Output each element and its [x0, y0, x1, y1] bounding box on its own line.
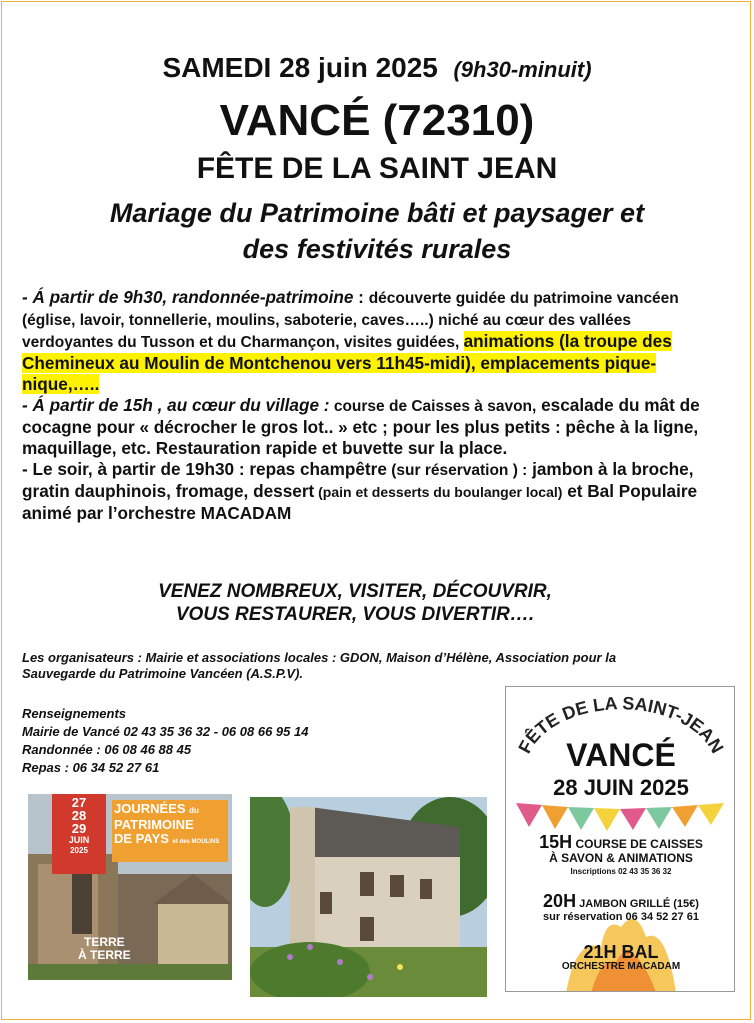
- poster-date-1: 27: [71, 795, 87, 810]
- poster-fete-saint-jean: [505, 686, 735, 992]
- poster-fete-time-2: 20H: [543, 891, 577, 911]
- callout: [0, 580, 710, 626]
- contact-repas: Repas : 06 34 52 27 61: [22, 760, 160, 775]
- callout-line-2: VOUS RESTAURER, VOUS DIVERTIR….: [175, 604, 535, 625]
- moulin-photo-illustration: [250, 797, 487, 997]
- contact-randonnee: Randonnée : 06 08 46 88 45: [22, 742, 192, 757]
- program-evening-note: (sur réservation ) :: [386, 462, 528, 479]
- poster-title-1b: du: [189, 806, 199, 815]
- contact-title: Renseignements: [22, 706, 127, 721]
- organizers-text: Les organisateurs : Mairie et associations locales : GDON, Maison d’Hélène, Association pour la Sauvegarde du Patrimoine Vancéen (A.S.P.V).: [22, 650, 617, 681]
- poster-date-2: 28: [71, 808, 87, 823]
- poster-journees-patrimoine: [28, 794, 232, 998]
- contact-info: [22, 705, 442, 777]
- program-evening-note-2: (pain et desserts du boulanger local): [314, 484, 563, 500]
- program-morning-text: découverte guidée du patrimoine vancéen (église, lavoir, tonnellerie, moulins, saboterie, caves…..) niché au cœur des vallées verdoyantes du Tusson et du Charmançon, visites guidées,: [22, 290, 679, 351]
- poster-fete-text-1b: À SAVON & ANIMATIONS: [549, 851, 693, 865]
- poster-fete-text-1: COURSE DE CAISSES: [575, 837, 703, 851]
- program-afternoon-text-a: course de Caisses à savon,: [329, 398, 537, 415]
- poster-journees-title: [114, 802, 228, 849]
- poster-date-3: 29: [71, 821, 87, 836]
- poster-fete-text-2: JAMBON GRILLÉ (15€): [579, 898, 699, 910]
- poster-fete-date: 28 JUIN 2025: [553, 775, 689, 800]
- poster-fete-small-3: ORCHESTRE MACADAM: [561, 961, 681, 972]
- program-evening-text-b: et Bal Populaire animé par l’orchestre MACADAM: [22, 481, 698, 523]
- contact-mairie: Mairie de Vancé 02 43 35 36 32 - 06 08 66 95 14: [22, 724, 309, 739]
- poster-fete-line-2: [506, 891, 735, 924]
- program-afternoon-title: - Á partir de 15h , au cœur du village :: [22, 395, 330, 415]
- hours-text: (9h30-minuit): [453, 57, 592, 82]
- poster-theme-1: TERRE: [84, 935, 125, 949]
- town-title: VANCÉ (72310): [219, 96, 535, 145]
- moulin-photo: [250, 797, 487, 997]
- poster-fete-small-1: Inscriptions 02 43 35 36 32: [570, 867, 672, 876]
- poster-fete-line-1: [506, 832, 735, 879]
- subtitle-line-1: Mariage du Patrimoine bâti et paysager et: [109, 198, 645, 228]
- poster-fete-small-2: sur réservation 06 34 52 27 61: [543, 911, 699, 923]
- program-morning-sep: :: [353, 287, 369, 307]
- program-evening-title: - Le soir, à partir de 19h30 : repas champêtre: [22, 459, 387, 479]
- program-morning-title: - Á partir de 9h30, randonnée-patrimoine: [22, 287, 354, 307]
- program-morning-highlight: animations (la troupe des Chemineux au Moulin de Montchenou vers 11h45-midi), emplacements pique-nique,…..: [22, 331, 672, 394]
- program-text: [22, 287, 712, 524]
- poster-title-1: JOURNÉES: [114, 801, 186, 816]
- subtitle: [0, 195, 754, 267]
- poster-title-3b: et des MOULINS: [172, 839, 220, 845]
- poster-journees-theme: [78, 936, 131, 962]
- callout-line-1: VENEZ NOMBREUX, VISITER, DÉCOUVRIR,: [158, 581, 552, 602]
- poster-fete-time-3: 21H: [583, 942, 617, 962]
- poster-journees-dates: [52, 796, 106, 856]
- poster-year: 2025: [70, 846, 88, 855]
- poster-fete-town: VANCÉ: [566, 737, 676, 773]
- poster-fete-text-3: BAL: [621, 942, 659, 962]
- poster-month: JUIN: [68, 835, 90, 845]
- poster-fete-line-3: [506, 943, 735, 973]
- date-text: SAMEDI 28 juin 2025: [162, 52, 438, 83]
- poster-fete-time-1: 15H: [539, 832, 573, 852]
- poster-title-2: PATRIMOINE: [114, 817, 194, 832]
- poster-title-3: DE PAYS: [114, 831, 169, 846]
- program-evening-text-a: jambon à la broche, gratin dauphinois, fromage, dessert: [22, 459, 694, 501]
- poster-fete-arc-title: FÊTE DE LA SAINT-JEAN: [514, 693, 728, 757]
- program-afternoon-text-b: escalade du mât de cocagne pour « décrocher le gros lot.. » etc ; pour les plus petits : pêche à la ligne, maquillage, etc. Restauration rapide et buvette sur la place.: [22, 395, 700, 458]
- event-title: FÊTE DE LA SAINT JEAN: [196, 152, 558, 185]
- poster-theme-2: À TERRE: [78, 948, 131, 962]
- subtitle-line-2: des festivités rurales: [242, 234, 512, 264]
- date-line: [0, 52, 754, 84]
